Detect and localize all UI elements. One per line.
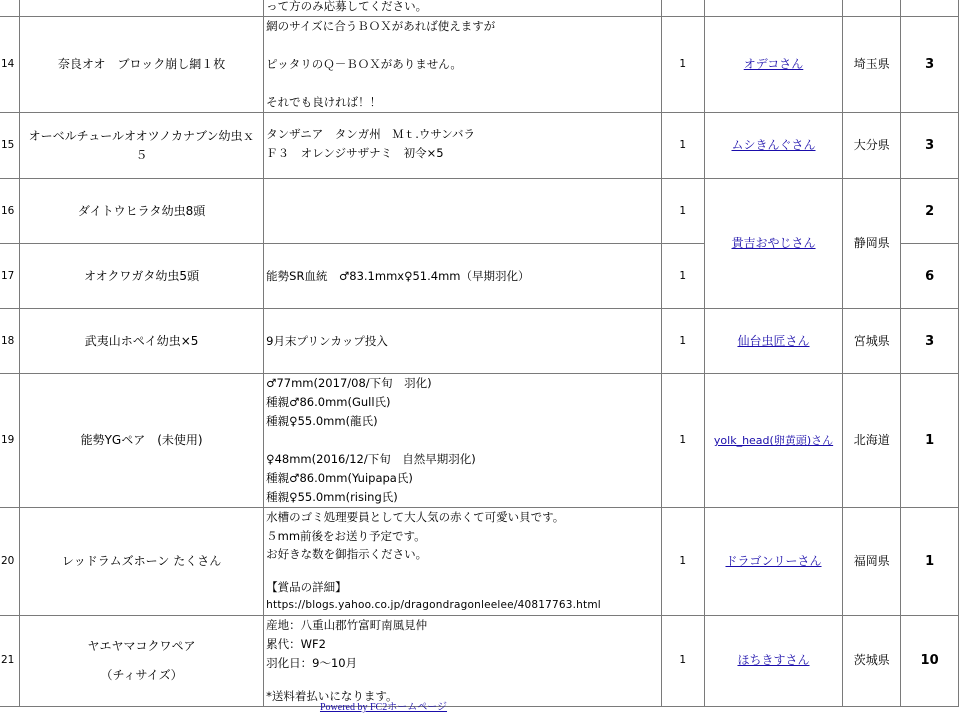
- table-row: [0, 179, 959, 244]
- donor-cell: [704, 179, 843, 309]
- vote-count: 10: [901, 615, 959, 706]
- item-name: オオクワガタ幼虫5頭: [19, 244, 263, 309]
- donor-link[interactable]: オデコさん: [743, 57, 804, 71]
- row-number: 18: [0, 309, 19, 374]
- description-line: 水槽のゴミ処理要員として大人気の赤くて可愛い貝です。: [266, 510, 565, 524]
- description-line: 累代：WF2: [266, 636, 326, 651]
- fc2-homepage-link[interactable]: Powered by FC2ホームページ: [319, 702, 448, 713]
- description-line: Ｆ３ オレンジサザナミ 初令×5: [266, 146, 444, 160]
- donor-cell: [704, 615, 843, 706]
- prefecture: 茨城県: [843, 615, 901, 706]
- item-name: 能勢YGペア (未使用): [19, 374, 263, 508]
- description-line: ５mm前後をお送り予定です。: [266, 528, 426, 543]
- prefecture: 福岡県: [843, 508, 901, 616]
- description-line: ♀48mm(2016/12/下旬 自然早期羽化): [266, 452, 476, 466]
- table-row: [0, 113, 959, 179]
- quantity: 1: [661, 508, 704, 616]
- row-number: 20: [0, 508, 19, 616]
- prefecture: 埼玉県: [843, 17, 901, 113]
- item-description: [264, 0, 662, 17]
- prefecture: 静岡県: [843, 179, 901, 309]
- description-line: *送料着払いになります。: [266, 688, 398, 703]
- description-line: タンザニア タンガ州 Ｍｔ.ウサンバラ: [266, 127, 475, 141]
- donor-cell: [704, 374, 843, 508]
- description-line: 羽化日：9～10月: [266, 655, 358, 670]
- item-name-line: ヤエヤマコクワペア: [87, 638, 196, 653]
- description-line: 種親♀55.0mm(龍氏): [266, 414, 378, 428]
- item-description: [264, 615, 662, 706]
- row-number: 14: [0, 17, 19, 113]
- vote-count: 1: [901, 508, 959, 616]
- description-line: お好きな数を御指示ください。: [266, 547, 428, 561]
- item-description: [264, 17, 662, 113]
- table-row: [0, 374, 959, 508]
- donor-link[interactable]: ドラゴンリーさん: [725, 553, 822, 568]
- description-line: ピッタリのＱ－ＢＯＸがありません。: [266, 57, 462, 71]
- item-size-line: （チィサイズ）: [100, 667, 183, 682]
- row-number: 21: [0, 615, 19, 706]
- item-description: [264, 374, 662, 508]
- description-line: 網のサイズに合うＢＯＸがあれば使えますが: [266, 19, 496, 33]
- vote-count: 3: [901, 17, 959, 113]
- item-name: [19, 615, 263, 706]
- table-row: [0, 0, 959, 17]
- description-line: 【賞品の詳細】: [266, 579, 347, 594]
- row-number: [0, 0, 19, 17]
- row-number: 16: [0, 179, 19, 244]
- prefecture: 宮城県: [843, 309, 901, 374]
- prefecture: 北海道: [843, 374, 901, 508]
- quantity: 1: [661, 374, 704, 508]
- row-number: 19: [0, 374, 19, 508]
- description-line: https://blogs.yahoo.co.jp/dragondragonleelee/40817763.html: [266, 599, 601, 611]
- item-description: [264, 309, 662, 374]
- description-line: 産地：八重山郡竹富町南風見仲: [266, 617, 428, 632]
- donor-cell: [704, 113, 843, 179]
- item-name: 武夷山ホペイ幼虫×5: [19, 309, 263, 374]
- table-row: [0, 309, 959, 374]
- donor-link[interactable]: 仙台虫匠さん: [737, 333, 810, 348]
- row-number: 17: [0, 244, 19, 309]
- item-name: [19, 0, 263, 17]
- description-line: 種親♂86.0mm(Yuipapa氏): [266, 471, 413, 485]
- item-name: オーベルチュールオオツノカナブン幼虫ｘ５: [19, 113, 263, 179]
- donor-link[interactable]: ムシきんぐさん: [731, 138, 816, 152]
- quantity: 1: [661, 179, 704, 244]
- description-line: って方のみ応募してください。: [266, 0, 428, 13]
- description-line: ♂77mm(2017/08/下旬 羽化): [266, 376, 432, 390]
- donor-cell: [704, 508, 843, 616]
- prefecture: 大分県: [843, 113, 901, 179]
- table-row: [0, 17, 959, 113]
- donor-link[interactable]: yolk_head(卵黄頭)さん: [713, 434, 834, 447]
- item-name: レッドラムズホーン たくさん: [19, 508, 263, 616]
- quantity: 1: [661, 244, 704, 309]
- vote-count: 2: [901, 179, 959, 244]
- vote-count: 6: [901, 244, 959, 309]
- donor-link[interactable]: ほちきすさん: [737, 653, 810, 667]
- item-description: [264, 113, 662, 179]
- item-name: ダイトウヒラタ幼虫8頭: [19, 179, 263, 244]
- donor-link[interactable]: 貴吉おやじさん: [731, 236, 816, 250]
- item-name: 奈良オオ ブロック崩し網１枚: [19, 17, 263, 113]
- item-description: [264, 179, 662, 244]
- table-row: [0, 615, 959, 706]
- quantity: 1: [661, 309, 704, 374]
- description-line: 種親♀55.0mm(rising氏): [266, 490, 398, 504]
- item-description: [264, 244, 662, 309]
- row-number: 15: [0, 113, 19, 179]
- donor-cell: [704, 309, 843, 374]
- quantity: 1: [661, 17, 704, 113]
- vote-count: 3: [901, 113, 959, 179]
- footer: [0, 698, 767, 713]
- description-line: 種親♂86.0mm(Gull氏): [266, 395, 391, 409]
- vote-count: 3: [901, 309, 959, 374]
- description-line: 9月末プリンカップ投入: [266, 333, 388, 348]
- table-row: [0, 508, 959, 616]
- item-description: [264, 508, 662, 616]
- vote-count: 1: [901, 374, 959, 508]
- description-line: 能勢SR血統 ♂83.1mmx♀51.4mm（早期羽化）: [266, 268, 530, 283]
- quantity: 1: [661, 113, 704, 179]
- donor-cell: [704, 17, 843, 113]
- quantity: 1: [661, 615, 704, 706]
- description-line: それでも良ければ！！: [266, 95, 382, 109]
